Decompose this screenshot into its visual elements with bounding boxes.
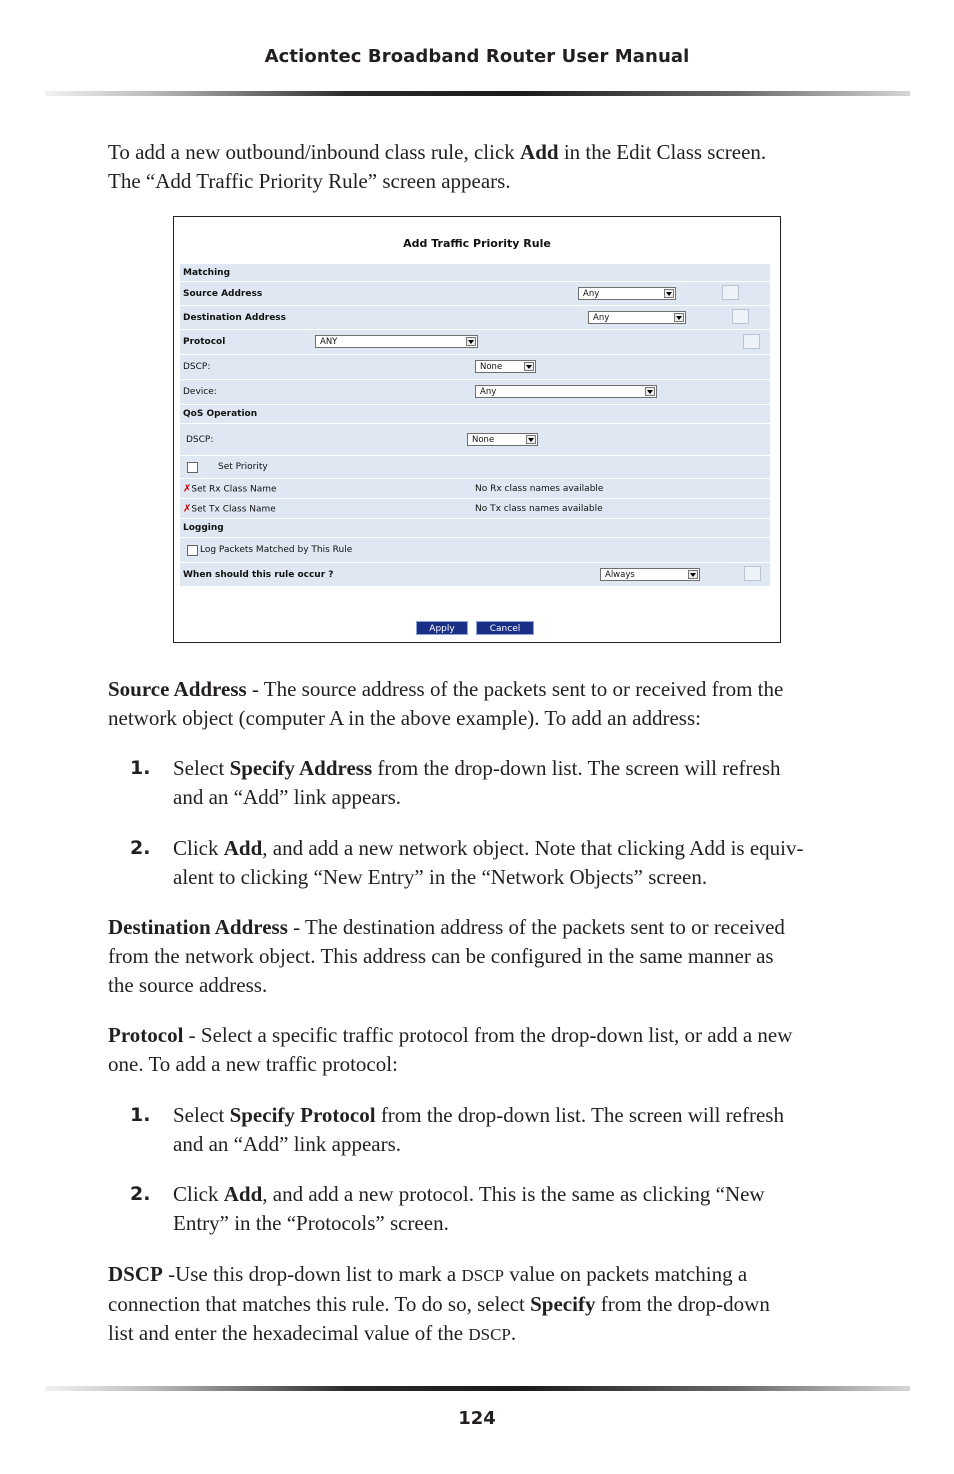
schedule-add-box[interactable] <box>744 566 761 581</box>
step-text-part: Select <box>173 756 230 780</box>
header-rule <box>45 91 910 96</box>
tx-class-row <box>180 499 770 519</box>
logging-section-row <box>180 519 770 538</box>
intro-text: in the Edit Class screen. <box>558 140 767 164</box>
chevron-down-icon <box>466 337 476 346</box>
step-number: 1. <box>130 757 151 779</box>
protocol-term: Protocol <box>108 1023 184 1047</box>
step-text <box>173 1180 873 1238</box>
step-term: Add <box>223 836 263 860</box>
step-text-part: Click <box>173 1182 224 1206</box>
protocol-paragraph <box>108 1021 868 1079</box>
step-text-part: Select <box>173 1103 230 1127</box>
running-header: Actiontec Broadband Router User Manual <box>264 46 690 67</box>
device-row <box>180 380 770 405</box>
destination-address-paragraph <box>108 913 868 1000</box>
step-term: Specify Protocol <box>229 1103 376 1127</box>
source-address-row <box>180 282 770 306</box>
dscp-text: . <box>510 1321 517 1345</box>
intro-text: To add a new outbound/inbound class rule, click <box>108 140 521 164</box>
chevron-down-icon <box>645 387 655 396</box>
source-address-term: Source Address <box>108 677 247 701</box>
source-address-value: Any <box>583 289 600 299</box>
set-priority-checkbox[interactable] <box>187 462 198 473</box>
rx-class-label-wrap <box>183 483 277 494</box>
device-select[interactable] <box>475 385 657 398</box>
intro-paragraph <box>108 138 868 196</box>
dscp-row <box>180 355 770 380</box>
matching-label: Matching <box>183 267 231 278</box>
source-address-text: - The source address of the packets sent to or received from the <box>246 677 784 701</box>
log-packets-checkbox[interactable] <box>187 545 198 556</box>
dscp-specify-term: Specify <box>530 1292 596 1316</box>
rx-class-row <box>180 479 770 499</box>
destination-address-term: Destination Address <box>108 915 288 939</box>
step-text-part: and an “Add” link appears. <box>173 1132 401 1156</box>
qos-section-row <box>180 405 770 424</box>
destination-address-add-box[interactable] <box>732 309 749 324</box>
device-value: Any <box>480 387 497 397</box>
tx-class-label: Set Tx Class Name <box>191 504 276 514</box>
chevron-down-icon <box>664 289 674 298</box>
screenshot-title: Add Traffic Priority Rule <box>403 237 551 250</box>
rx-class-label: Set Rx Class Name <box>191 484 277 494</box>
dscp-value: None <box>480 362 503 372</box>
tx-class-label-wrap <box>183 503 276 514</box>
chevron-down-icon <box>674 313 684 322</box>
set-priority-row <box>180 456 770 479</box>
cancel-button[interactable]: Cancel <box>476 621 534 635</box>
destination-address-text: from the network object. This address can be configured in the same manner as <box>108 944 774 968</box>
destination-address-label: Destination Address <box>183 312 287 323</box>
set-priority-label: Set Priority <box>218 462 268 472</box>
dscp-select[interactable] <box>475 360 536 373</box>
step-text-part: from the drop-down list. The screen will refresh <box>375 1103 784 1127</box>
dscp-paragraph <box>108 1260 868 1349</box>
protocol-label: Protocol <box>183 337 226 347</box>
source-address-add-box[interactable] <box>722 285 739 300</box>
dscp-text: from the drop-down <box>595 1292 770 1316</box>
qos-dscp-value: None <box>472 435 495 445</box>
log-packets-row <box>180 538 770 563</box>
dscp-term: DSCP <box>108 1262 163 1286</box>
step-text <box>173 834 873 892</box>
schedule-label: When should this rule occur ? <box>183 569 334 580</box>
step-number: 2. <box>130 837 151 859</box>
source-address-label: Source Address <box>183 288 263 299</box>
qos-dscp-select[interactable] <box>467 433 538 446</box>
x-mark-icon: ✗ <box>183 503 192 514</box>
logging-label: Logging <box>183 523 224 533</box>
dscp-label: DSCP: <box>183 362 211 372</box>
schedule-value: Always <box>605 570 635 580</box>
x-mark-icon: ✗ <box>183 483 192 494</box>
dscp-text: -Use this drop-down list to mark a <box>162 1262 462 1286</box>
destination-address-select[interactable] <box>588 311 686 324</box>
intro-text: The “Add Traffic Priority Rule” screen appears. <box>108 169 511 193</box>
dscp-acronym: DSCP <box>468 1325 511 1344</box>
dscp-text: connection that matches this rule. To do so, select <box>108 1292 531 1316</box>
chevron-down-icon <box>688 570 698 579</box>
chevron-down-icon <box>524 362 534 371</box>
step-text <box>173 754 873 812</box>
destination-address-row <box>180 306 770 330</box>
schedule-row <box>180 563 770 587</box>
protocol-value: ANY <box>320 337 338 347</box>
source-address-paragraph <box>108 675 868 733</box>
protocol-text: one. To add a new traffic protocol: <box>108 1052 398 1076</box>
schedule-select[interactable] <box>600 568 700 581</box>
step-text-part: Entry” in the “Protocols” screen. <box>173 1211 449 1235</box>
step-text-part: and an “Add” link appears. <box>173 785 401 809</box>
footer-rule <box>45 1386 910 1391</box>
log-packets-label: Log Packets Matched by This Rule <box>200 545 353 555</box>
dscp-text: value on packets matching a <box>504 1262 748 1286</box>
qos-dscp-row <box>180 424 770 456</box>
apply-button[interactable]: Apply <box>416 621 468 635</box>
step-text-part: Click <box>173 836 224 860</box>
chevron-down-icon <box>526 435 536 444</box>
protocol-add-box[interactable] <box>743 334 760 349</box>
matching-section-row <box>180 264 770 282</box>
protocol-select[interactable] <box>315 335 478 348</box>
dscp-text: list and enter the hexadecimal value of the <box>108 1321 469 1345</box>
dscp-acronym: DSCP <box>461 1266 504 1285</box>
intro-add-term: Add <box>520 140 559 164</box>
destination-address-text: the source address. <box>108 973 268 997</box>
rx-class-value: No Rx class names available <box>475 483 604 494</box>
qos-operation-label: QoS Operation <box>183 409 258 419</box>
protocol-row <box>180 330 770 355</box>
destination-address-value: Any <box>593 313 610 323</box>
step-number: 1. <box>130 1104 151 1126</box>
destination-address-text: - The destination address of the packets sent to or received <box>287 915 785 939</box>
step-text-part: alent to clicking “New Entry” in the “Network Objects” screen. <box>173 865 708 889</box>
qos-dscp-label: DSCP: <box>186 434 214 445</box>
source-address-text: network object (computer A in the above example). To add an address: <box>108 706 701 730</box>
step-text-part: , and add a new network object. Note that clicking Add is equiv- <box>262 836 804 860</box>
source-address-select[interactable] <box>578 287 676 300</box>
page-number: 124 <box>458 1408 496 1429</box>
step-text <box>173 1101 873 1159</box>
protocol-text: - Select a specific traffic protocol from the drop-down list, or add a new <box>183 1023 793 1047</box>
step-text-part: , and add a new protocol. This is the same as clicking “New <box>262 1182 765 1206</box>
step-number: 2. <box>130 1183 151 1205</box>
step-term: Add <box>223 1182 263 1206</box>
device-label: Device: <box>183 387 217 397</box>
step-text-part: from the drop-down list. The screen will refresh <box>372 756 781 780</box>
add-traffic-priority-rule-screenshot <box>173 216 781 643</box>
step-term: Specify Address <box>229 756 373 780</box>
tx-class-value: No Tx class names available <box>475 503 603 514</box>
